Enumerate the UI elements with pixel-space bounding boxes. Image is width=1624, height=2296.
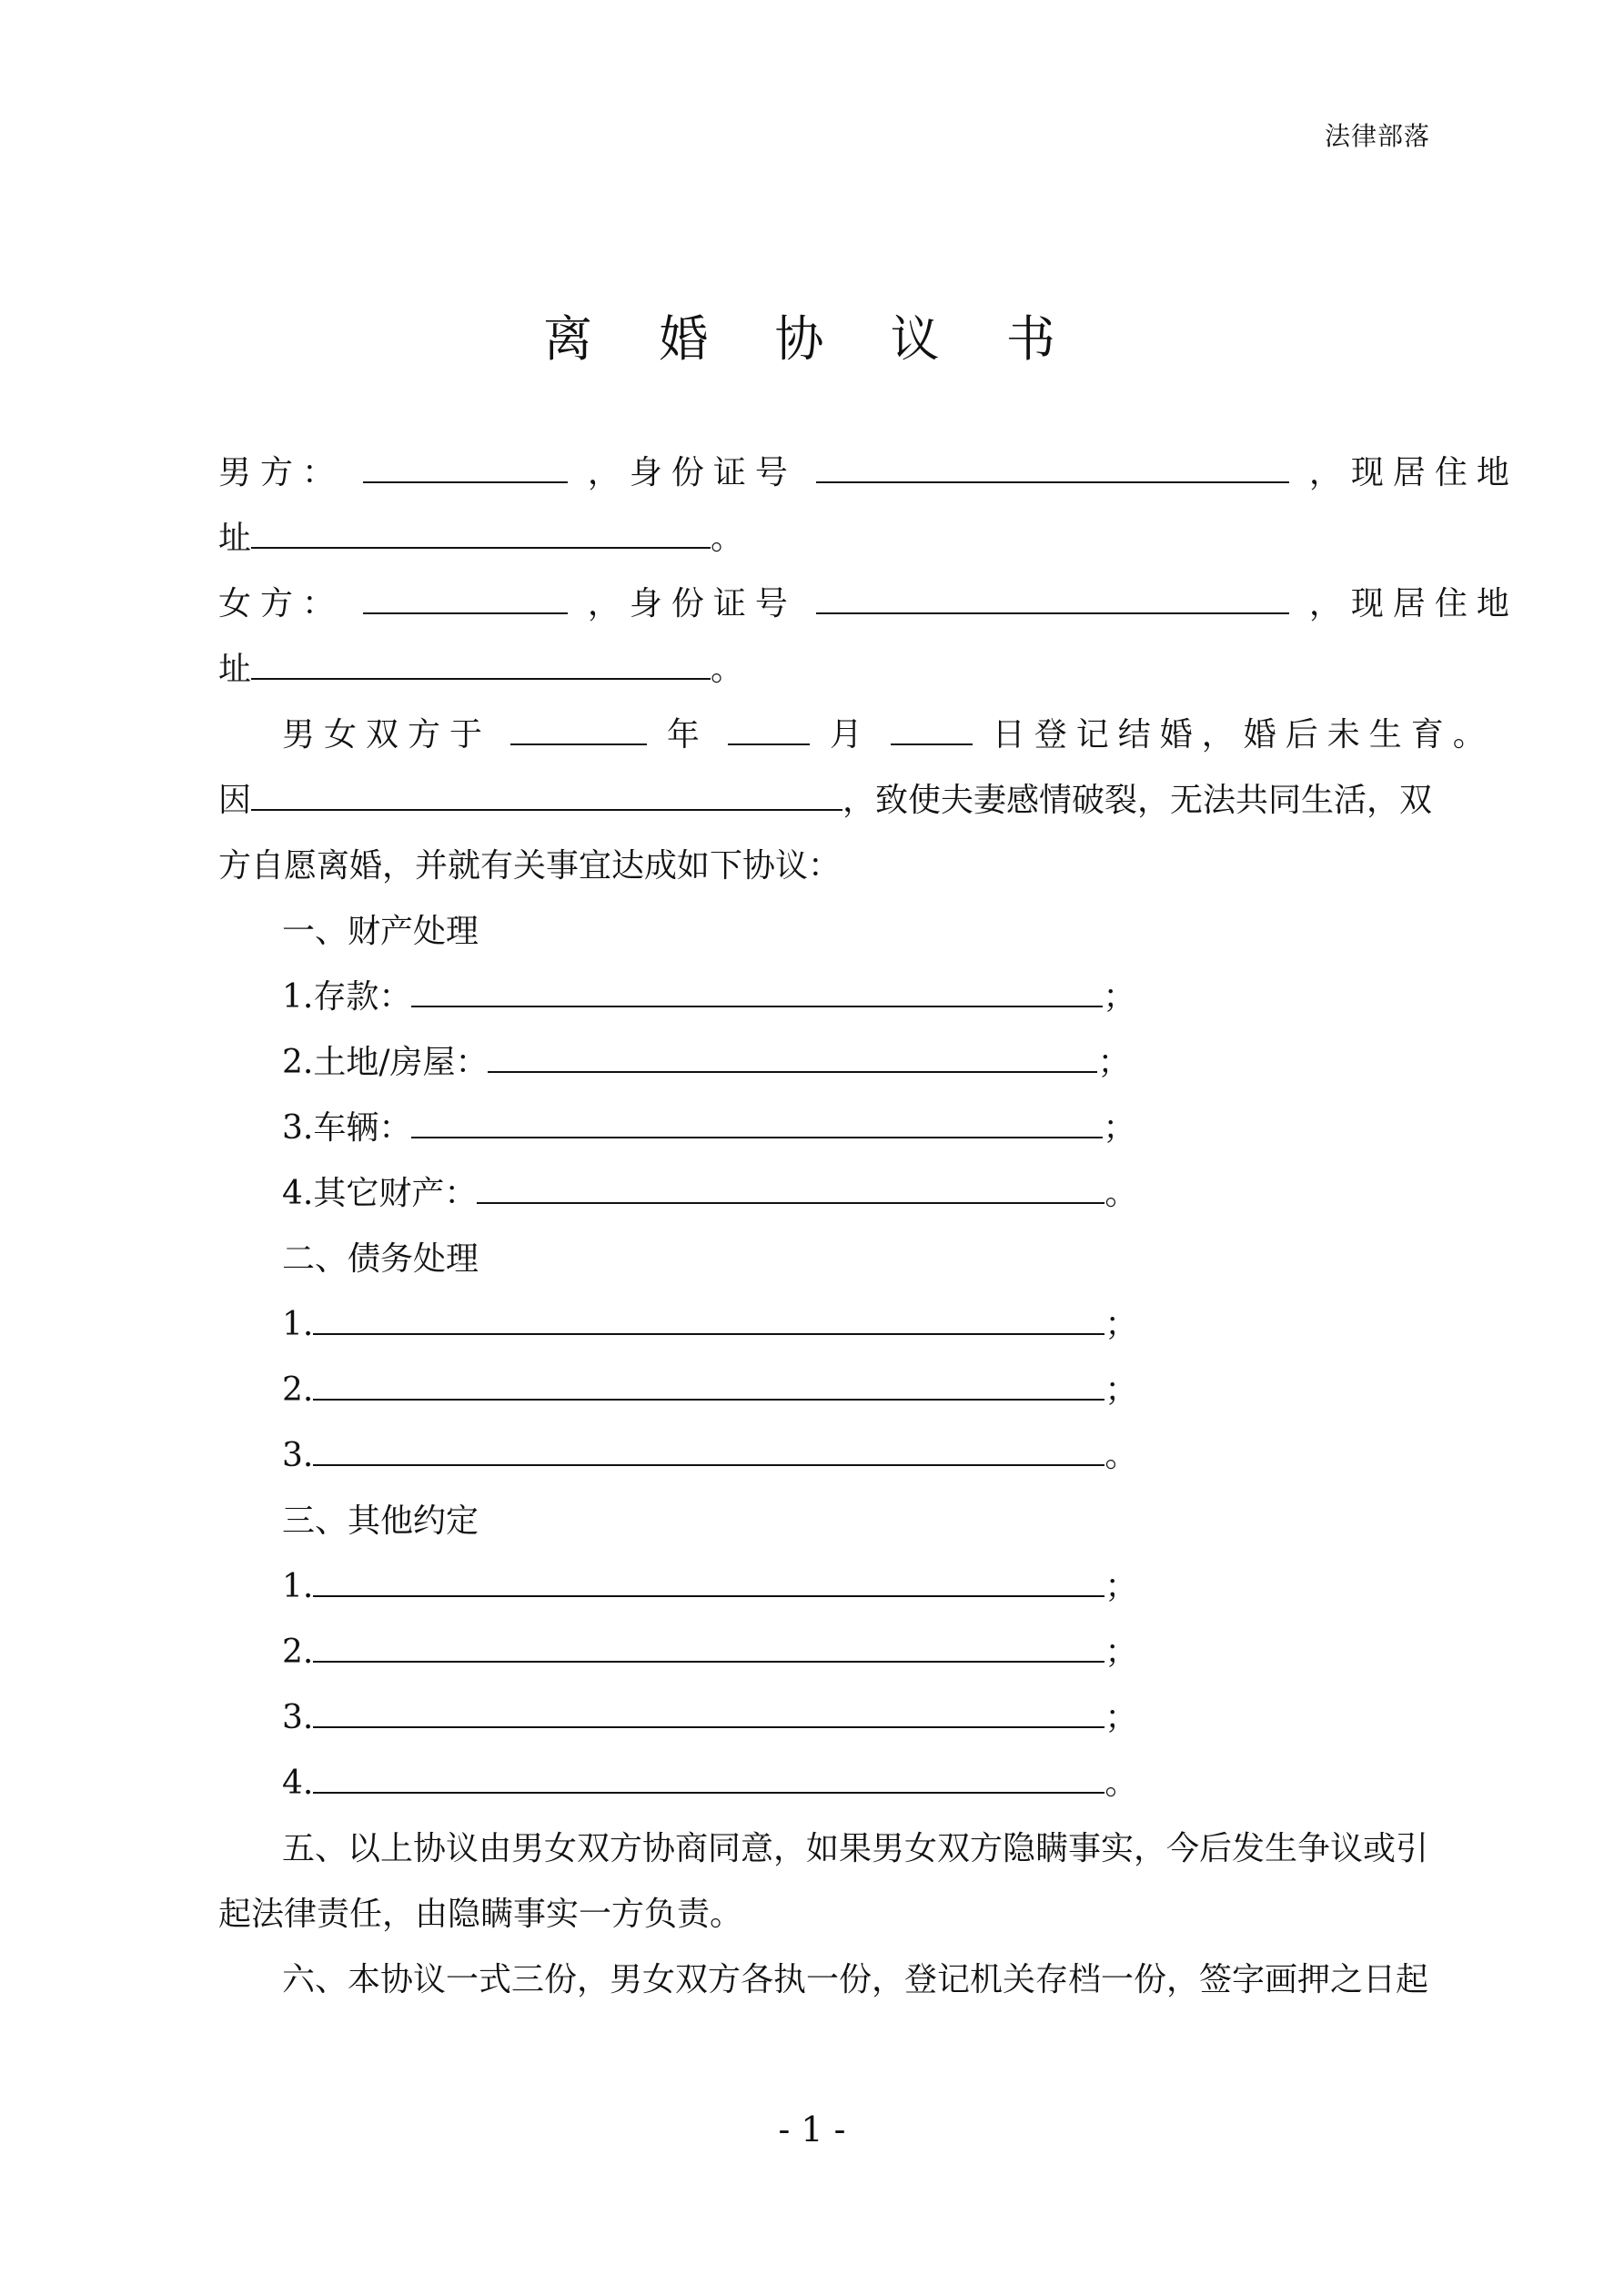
divorce-cause-field[interactable] <box>251 782 842 811</box>
male-name-field[interactable] <box>363 454 568 483</box>
semicolon: ； <box>1105 1568 1138 1605</box>
semicolon: ； <box>1103 978 1136 1016</box>
other-property-field[interactable] <box>477 1175 1105 1204</box>
period: 。 <box>711 520 744 557</box>
male-addr-label: ，现居住地 <box>1308 454 1518 491</box>
female-id-field[interactable] <box>816 585 1289 614</box>
property-item-3 <box>282 1108 1135 1148</box>
female-id-label: ，身份证号 <box>587 585 797 622</box>
property-item-2 <box>282 1043 1131 1083</box>
vehicle-field[interactable] <box>411 1109 1103 1138</box>
year-label: 年 <box>666 716 709 754</box>
section-property: 一、财产处理 <box>282 913 479 950</box>
semicolon: ； <box>1105 1371 1138 1409</box>
debt-item-1 <box>282 1305 1137 1345</box>
debt-item-2 <box>282 1371 1137 1411</box>
agreement-intro: 方自愿离婚，并就有关事宜达成如下协议： <box>218 847 842 885</box>
other-item-1 <box>282 1567 1137 1607</box>
male-party-line <box>218 453 1518 493</box>
clause-five-line-1: 五、以上协议由男女双方协商同意，如果男女双方隐瞒事实，今后发生争议或引 <box>282 1830 1429 1867</box>
item-label: 1.存款： <box>282 978 412 1016</box>
female-address-field[interactable] <box>251 651 711 680</box>
other-field-2[interactable] <box>313 1633 1105 1663</box>
item-label: 3.车辆： <box>282 1109 412 1147</box>
male-address-field[interactable] <box>251 520 711 549</box>
female-name-field[interactable] <box>363 585 568 614</box>
female-party-line <box>218 584 1518 624</box>
other-item-4 <box>282 1764 1137 1804</box>
semicolon: ； <box>1105 1306 1138 1343</box>
marriage-year-field[interactable] <box>510 716 647 745</box>
marriage-date-line <box>282 715 1495 755</box>
cause-tail: ，致使夫妻感情破裂，无法共同生活，双 <box>842 782 1433 819</box>
period: 。 <box>1105 1175 1138 1212</box>
item-number: 3. <box>282 1437 314 1474</box>
clause-five-line-2: 起法律责任，由隐瞒事实一方负责。 <box>218 1896 743 1933</box>
male-label: 男方： <box>218 454 345 491</box>
deposit-field[interactable] <box>411 978 1103 1007</box>
period: 。 <box>1105 1765 1138 1802</box>
debt-field-3[interactable] <box>313 1437 1105 1466</box>
item-number: 1. <box>282 1306 314 1343</box>
other-item-2 <box>282 1633 1137 1673</box>
item-number: 1. <box>282 1568 314 1605</box>
land-house-field[interactable] <box>488 1044 1097 1073</box>
property-item-1 <box>282 977 1135 1017</box>
other-item-3 <box>282 1698 1137 1738</box>
addr-label: 址 <box>218 520 252 557</box>
item-number: 2. <box>282 1371 314 1409</box>
male-id-field[interactable] <box>816 454 1289 483</box>
item-label: 2.土地/房屋： <box>282 1044 489 1081</box>
semicolon: ； <box>1097 1044 1131 1081</box>
marriage-day-field[interactable] <box>891 716 973 745</box>
header-brand: 法律部落 <box>1324 121 1430 151</box>
other-field-1[interactable] <box>313 1568 1105 1597</box>
month-label: 月 <box>829 716 872 754</box>
male-id-label: ，身份证号 <box>587 454 797 491</box>
item-number: 4. <box>282 1765 314 1802</box>
clause-six-line-1: 六、本协议一式三份，男女双方各执一份，登记机关存档一份，签字画押之日起 <box>282 1961 1429 1998</box>
property-item-4 <box>282 1174 1137 1214</box>
section-debt: 二、债务处理 <box>282 1240 479 1278</box>
female-address-line <box>218 650 743 690</box>
male-address-line <box>218 519 743 559</box>
section-other: 三、其他约定 <box>282 1502 479 1540</box>
semicolon: ； <box>1105 1699 1138 1736</box>
day-label: 日登记结婚，婚后未生育。 <box>992 716 1495 754</box>
debt-field-2[interactable] <box>313 1371 1105 1401</box>
other-field-3[interactable] <box>313 1699 1105 1728</box>
debt-field-1[interactable] <box>313 1306 1105 1335</box>
semicolon: ； <box>1103 1109 1136 1147</box>
other-field-4[interactable] <box>313 1765 1105 1794</box>
item-number: 3. <box>282 1699 314 1736</box>
item-number: 2. <box>282 1633 314 1671</box>
female-addr-label: ，现居住地 <box>1308 585 1518 622</box>
semicolon: ； <box>1105 1633 1138 1671</box>
marriage-month-field[interactable] <box>728 716 810 745</box>
addr-label: 址 <box>218 651 252 688</box>
cause-line <box>218 781 1432 821</box>
female-label: 女方： <box>218 585 345 622</box>
page-number: - 1 - <box>778 2109 846 2149</box>
debt-item-3 <box>282 1436 1137 1476</box>
period: 。 <box>1105 1437 1138 1474</box>
period: 。 <box>711 651 744 688</box>
item-label: 4.其它财产： <box>282 1175 478 1212</box>
document-title: 离 婚 协 议 书 <box>543 310 1081 368</box>
intro-text: 男女双方于 <box>282 716 492 754</box>
because-label: 因 <box>218 782 252 819</box>
